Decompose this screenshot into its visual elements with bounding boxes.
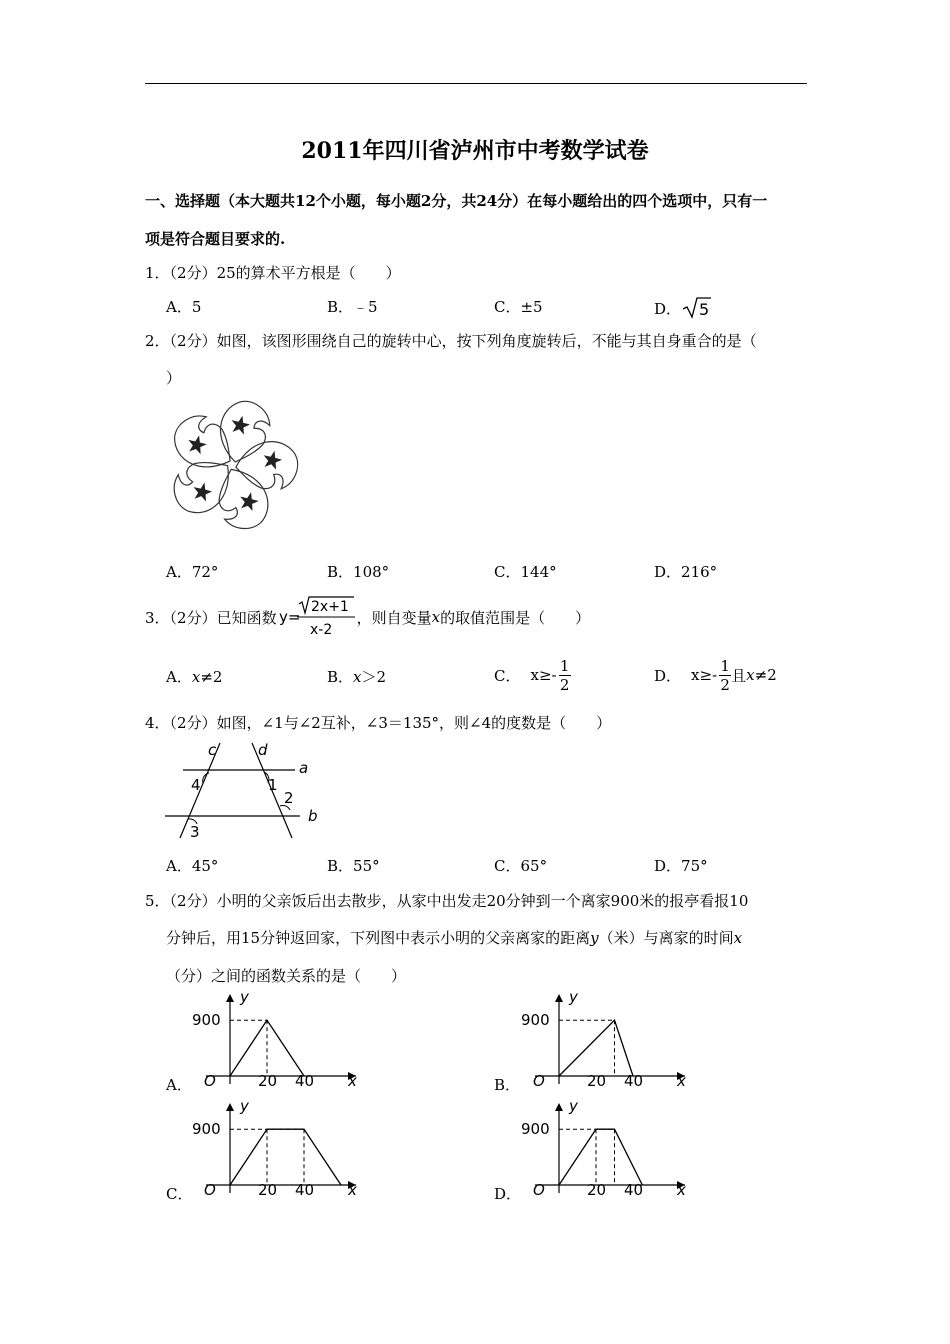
q3-option-a-label: A． — [166, 668, 192, 686]
q2-option-c[interactable]: C．144° — [494, 563, 557, 581]
q5-stem-line1: 5．（2分）小明的父亲饭后出去散步，从家中出发走20分钟到一个离家900米的报亭看报10 — [145, 892, 749, 910]
q3-formula — [277, 594, 357, 640]
q1-option-d-label: D． — [654, 300, 682, 318]
q2-stem-line2: ） — [166, 369, 182, 387]
x-tick-40: 40 — [624, 1181, 644, 1199]
q3-option-b-rel: ＞2 — [361, 668, 387, 686]
q3-option-a[interactable] — [166, 666, 222, 687]
y-axis-label: y — [240, 1097, 249, 1115]
label-d: d — [258, 741, 268, 759]
q4-option-d[interactable]: D．75° — [654, 857, 708, 875]
distance-time-line — [559, 1020, 633, 1076]
q3-option-d-fraction — [719, 657, 731, 694]
q3-option-c-rel: ≥- — [538, 666, 557, 684]
q5-graph-d — [517, 1095, 702, 1200]
label-angle-2: 2 — [284, 789, 294, 807]
q5-stem-var-y: y — [590, 929, 599, 947]
q5-graph-b — [517, 986, 702, 1091]
q3-stem — [145, 594, 590, 640]
y-axis-label: y — [240, 988, 249, 1006]
q1-option-a[interactable]: A．5 — [166, 298, 202, 316]
q3-option-d-rel: ≥- — [699, 666, 718, 684]
q2-option-d[interactable]: D．216° — [654, 563, 718, 581]
q5-stem-var-x: x — [733, 929, 743, 947]
q2-option-a[interactable]: A．72° — [166, 563, 219, 581]
q3-option-c-label: C． — [494, 666, 521, 685]
y-axis-arrow — [555, 1103, 563, 1111]
label-b: b — [308, 807, 318, 825]
y-tick-900: 900 — [192, 1120, 221, 1139]
q3-stem-post: ，则自变量 — [356, 608, 432, 627]
star-icon — [183, 432, 209, 458]
q5-option-d[interactable]: D． — [494, 1185, 522, 1203]
page-title: 2011年四川省泸州市中考数学试卷 — [301, 138, 649, 164]
flower-petal — [210, 395, 275, 469]
q4-stem: 4．（2分）如图，∠1与∠2互补，∠3＝135°，则∠4的度数是（ ） — [145, 714, 612, 732]
q3-option-d[interactable] — [654, 652, 777, 698]
q5-graph-c — [188, 1095, 373, 1200]
q3-option-d-tail-rel: ≠2 — [754, 666, 777, 684]
y-axis-label: y — [569, 988, 578, 1006]
q5-stem-line2-b: （米）与离家的时间 — [598, 929, 734, 947]
label-angle-1: 1 — [268, 776, 278, 794]
flower-petal — [165, 449, 242, 523]
q5-stem-line2 — [166, 927, 742, 948]
q5-option-a[interactable]: A． — [166, 1076, 192, 1094]
q5-stem-line2-a: 分钟后，用15分钟返回家，下列图中表示小明的父亲离家的距离 — [166, 929, 591, 947]
q3-stem-end: 的取值范围是（ ） — [440, 608, 591, 627]
flower-petal — [235, 440, 298, 489]
label-a: a — [299, 759, 309, 777]
q3-stem-var: x — [431, 608, 441, 626]
origin-label: O — [533, 1072, 545, 1090]
sqrt-radicand: 5 — [699, 300, 710, 319]
fraction-numerator: 1 — [559, 656, 570, 675]
q3-option-b-label: B． — [327, 668, 354, 686]
label-angle-4: 4 — [191, 776, 201, 794]
origin-label: O — [204, 1072, 216, 1090]
y-axis-arrow — [226, 1103, 234, 1111]
origin-label: O — [204, 1181, 216, 1199]
flower-petal — [212, 462, 274, 530]
y-tick-900: 900 — [521, 1120, 550, 1139]
q3-option-d-label: D． — [654, 666, 682, 685]
x-tick-20: 20 — [587, 1181, 607, 1199]
star-icon — [238, 491, 261, 514]
q1-option-d[interactable] — [654, 296, 711, 320]
q3-option-c[interactable] — [494, 652, 571, 698]
formula-numerator: 2x+1 — [310, 599, 349, 615]
q3-option-d-tail-pre: 且 — [731, 666, 747, 685]
q3-option-c-var: x — [530, 666, 539, 684]
x-tick-40: 40 — [295, 1072, 315, 1090]
distance-time-line — [559, 1129, 642, 1185]
formula-lhs: y= — [278, 608, 301, 626]
q1-option-c[interactable]: C．±5 — [494, 298, 543, 316]
x-tick-20: 20 — [258, 1072, 278, 1090]
q4-option-a[interactable]: A．45° — [166, 857, 219, 875]
q3-option-b[interactable] — [327, 666, 386, 687]
x-axis-label: x — [348, 1072, 357, 1090]
distance-time-line — [230, 1129, 341, 1185]
section-heading-line2: 项是符合题目要求的. — [145, 230, 286, 248]
y-tick-900: 900 — [521, 1011, 550, 1030]
star-icon — [263, 450, 282, 470]
q3-option-a-var: x — [191, 668, 201, 686]
q3-stem-pre: 3．（2分）已知函数 — [145, 608, 277, 627]
x-tick-40: 40 — [624, 1072, 644, 1090]
petal-outline — [212, 462, 274, 530]
sqrt-symbol — [681, 296, 711, 320]
section-heading-line1: 一、选择题（本大题共12个小题，每小题2分，共24分）在每小题给出的四个选项中，只有一 — [145, 192, 768, 210]
origin-label: O — [533, 1181, 545, 1199]
q5-graph-a — [188, 986, 373, 1091]
parallel-lines-figure — [160, 738, 330, 843]
label-angle-3: 3 — [190, 823, 200, 841]
x-axis-label: x — [348, 1181, 357, 1199]
header-rule — [145, 83, 807, 84]
label-c: c — [208, 741, 217, 759]
q4-option-c[interactable]: C．65° — [494, 857, 548, 875]
fraction-numerator: 1 — [720, 656, 730, 675]
star-icon — [189, 480, 215, 506]
q5-option-b[interactable]: B． — [494, 1076, 521, 1094]
q3-option-d-var: x — [691, 666, 700, 684]
x-tick-40: 40 — [295, 1181, 315, 1199]
x-axis-label: x — [677, 1181, 686, 1199]
x-tick-20: 20 — [587, 1072, 607, 1090]
q2-stem-line1: 2．（2分）如图，该图形围绕自己的旋转中心，按下列角度旋转后，不能与其自身重合的是（ — [145, 332, 757, 350]
y-axis-arrow — [555, 994, 563, 1002]
x-tick-20: 20 — [258, 1181, 278, 1199]
fraction-denominator: 2 — [720, 675, 730, 694]
q3-option-d-tail-var: x — [746, 666, 755, 684]
fraction-denominator: 2 — [559, 675, 570, 694]
q1-option-b[interactable]: B．﹣5 — [327, 298, 378, 316]
q4-option-b[interactable]: B．55° — [327, 857, 380, 875]
y-tick-900: 900 — [192, 1011, 221, 1030]
y-axis-arrow — [226, 994, 234, 1002]
q5-option-c[interactable]: C． — [166, 1185, 193, 1203]
x-axis-label: x — [677, 1072, 686, 1090]
star-icon — [228, 413, 252, 437]
q3-option-a-rel: ≠2 — [200, 668, 223, 686]
bauhinia-flower-figure — [160, 395, 310, 530]
formula-denominator: x-2 — [309, 622, 332, 638]
q3-option-c-fraction — [559, 657, 571, 694]
q2-option-b[interactable]: B．108° — [327, 563, 390, 581]
q1-stem: 1．（2分）25的算术平方根是（ ） — [145, 264, 401, 282]
q3-option-b-var: x — [353, 668, 362, 686]
q5-stem-line3: （分）之间的函数关系的是（ ） — [166, 967, 407, 985]
y-axis-label: y — [569, 1097, 578, 1115]
